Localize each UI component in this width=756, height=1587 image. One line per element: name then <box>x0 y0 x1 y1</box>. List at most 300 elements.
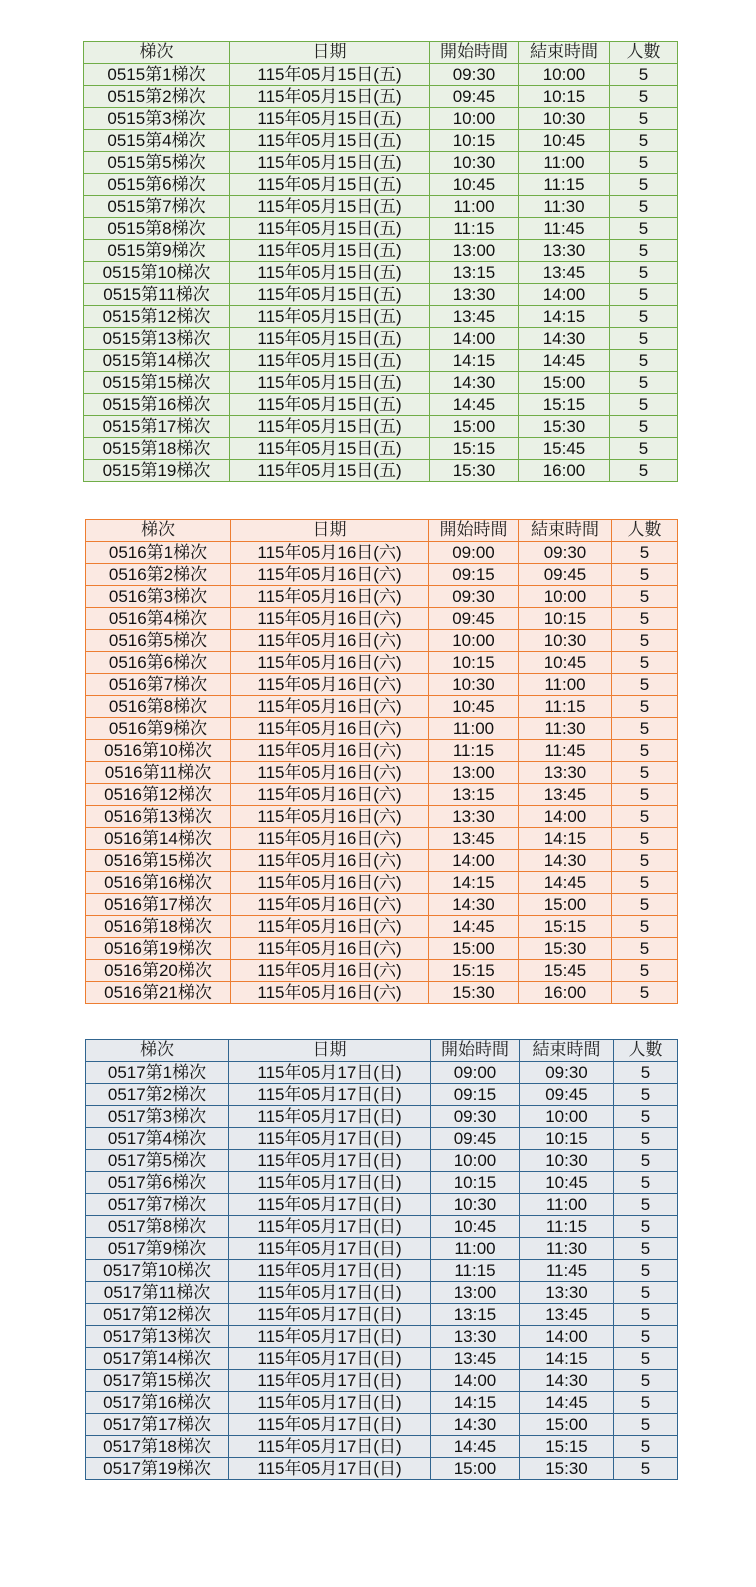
headcount-cell: 5 <box>614 1282 678 1304</box>
table-row <box>86 652 678 674</box>
date-cell: 115年05月17日(日) <box>229 1084 431 1106</box>
end-time-cell: 11:15 <box>519 696 612 718</box>
headcount-cell: 5 <box>610 394 678 416</box>
date-cell: 115年05月17日(日) <box>229 1436 431 1458</box>
date-cell: 115年05月16日(六) <box>231 872 429 894</box>
date-cell: 115年05月17日(日) <box>229 1304 431 1326</box>
header-headcount: 人數 <box>610 42 678 64</box>
table-row <box>86 564 678 586</box>
session-cell: 0515第8梯次 <box>84 218 230 240</box>
date-cell: 115年05月16日(六) <box>231 960 429 982</box>
table-row <box>86 1370 678 1392</box>
start-time-cell: 14:00 <box>431 1370 520 1392</box>
end-time-cell: 11:00 <box>520 1194 614 1216</box>
headcount-cell: 5 <box>612 542 678 564</box>
end-time-cell: 11:45 <box>519 740 612 762</box>
table-row <box>86 1150 678 1172</box>
session-cell: 0516第20梯次 <box>86 960 231 982</box>
date-cell: 115年05月17日(日) <box>229 1172 431 1194</box>
session-cell: 0515第18梯次 <box>84 438 230 460</box>
headcount-cell: 5 <box>614 1414 678 1436</box>
table-row <box>86 982 678 1004</box>
end-time-cell: 13:30 <box>520 1282 614 1304</box>
end-time-cell: 09:45 <box>520 1084 614 1106</box>
table-row <box>84 438 678 460</box>
start-time-cell: 10:15 <box>429 652 519 674</box>
start-time-cell: 13:00 <box>430 240 519 262</box>
table-body <box>86 1062 678 1480</box>
start-time-cell: 09:45 <box>431 1128 520 1150</box>
headcount-cell: 5 <box>610 218 678 240</box>
headcount-cell: 5 <box>612 652 678 674</box>
end-time-cell: 10:15 <box>520 1128 614 1150</box>
date-cell: 115年05月15日(五) <box>230 394 430 416</box>
headcount-cell: 5 <box>610 130 678 152</box>
headcount-cell: 5 <box>612 718 678 740</box>
table-row <box>84 196 678 218</box>
header-row <box>86 1040 678 1062</box>
date-cell: 115年05月16日(六) <box>231 674 429 696</box>
table-row <box>84 130 678 152</box>
headcount-cell: 5 <box>612 696 678 718</box>
end-time-cell: 14:15 <box>520 1348 614 1370</box>
headcount-cell: 5 <box>610 174 678 196</box>
start-time-cell: 15:30 <box>430 460 519 482</box>
date-cell: 115年05月15日(五) <box>230 130 430 152</box>
start-time-cell: 09:15 <box>431 1084 520 1106</box>
date-cell: 115年05月17日(日) <box>229 1150 431 1172</box>
session-cell: 0515第3梯次 <box>84 108 230 130</box>
session-cell: 0516第8梯次 <box>86 696 231 718</box>
date-cell: 115年05月17日(日) <box>229 1106 431 1128</box>
start-time-cell: 11:15 <box>429 740 519 762</box>
header-date: 日期 <box>229 1040 431 1062</box>
date-cell: 115年05月15日(五) <box>230 284 430 306</box>
session-cell: 0517第9梯次 <box>86 1238 229 1260</box>
table-row <box>86 916 678 938</box>
start-time-cell: 09:30 <box>430 64 519 86</box>
session-cell: 0517第14梯次 <box>86 1348 229 1370</box>
table-row <box>86 608 678 630</box>
date-cell: 115年05月15日(五) <box>230 438 430 460</box>
session-cell: 0516第1梯次 <box>86 542 231 564</box>
session-cell: 0515第7梯次 <box>84 196 230 218</box>
end-time-cell: 15:45 <box>519 960 612 982</box>
start-time-cell: 10:00 <box>431 1150 520 1172</box>
headcount-cell: 5 <box>610 262 678 284</box>
session-cell: 0516第19梯次 <box>86 938 231 960</box>
date-cell: 115年05月16日(六) <box>231 718 429 740</box>
session-cell: 0515第17梯次 <box>84 416 230 438</box>
date-cell: 115年05月15日(五) <box>230 240 430 262</box>
start-time-cell: 14:15 <box>429 872 519 894</box>
date-cell: 115年05月15日(五) <box>230 108 430 130</box>
session-cell: 0517第18梯次 <box>86 1436 229 1458</box>
headcount-cell: 5 <box>614 1238 678 1260</box>
session-cell: 0517第2梯次 <box>86 1084 229 1106</box>
table-row <box>86 872 678 894</box>
date-cell: 115年05月16日(六) <box>231 586 429 608</box>
start-time-cell: 13:30 <box>430 284 519 306</box>
headcount-cell: 5 <box>612 872 678 894</box>
table-row <box>84 174 678 196</box>
date-cell: 115年05月15日(五) <box>230 64 430 86</box>
start-time-cell: 13:30 <box>429 806 519 828</box>
end-time-cell: 10:15 <box>519 86 610 108</box>
session-cell: 0516第3梯次 <box>86 586 231 608</box>
date-cell: 115年05月17日(日) <box>229 1260 431 1282</box>
header-start-time: 開始時間 <box>429 520 519 542</box>
headcount-cell: 5 <box>612 564 678 586</box>
date-cell: 115年05月15日(五) <box>230 262 430 284</box>
headcount-cell: 5 <box>614 1348 678 1370</box>
start-time-cell: 14:15 <box>430 350 519 372</box>
start-time-cell: 13:45 <box>429 828 519 850</box>
headcount-cell: 5 <box>610 372 678 394</box>
date-cell: 115年05月15日(五) <box>230 460 430 482</box>
table-row <box>86 960 678 982</box>
header-headcount: 人數 <box>614 1040 678 1062</box>
date-cell: 115年05月17日(日) <box>229 1392 431 1414</box>
table-row <box>86 1392 678 1414</box>
session-cell: 0517第15梯次 <box>86 1370 229 1392</box>
date-cell: 115年05月15日(五) <box>230 306 430 328</box>
session-cell: 0517第17梯次 <box>86 1414 229 1436</box>
date-cell: 115年05月16日(六) <box>231 696 429 718</box>
session-cell: 0515第13梯次 <box>84 328 230 350</box>
session-cell: 0515第9梯次 <box>84 240 230 262</box>
date-cell: 115年05月16日(六) <box>231 608 429 630</box>
session-cell: 0516第5梯次 <box>86 630 231 652</box>
session-cell: 0516第6梯次 <box>86 652 231 674</box>
session-cell: 0517第6梯次 <box>86 1172 229 1194</box>
schedule-table-0515 <box>83 41 678 482</box>
end-time-cell: 14:30 <box>519 328 610 350</box>
session-cell: 0516第17梯次 <box>86 894 231 916</box>
session-cell: 0517第10梯次 <box>86 1260 229 1282</box>
start-time-cell: 11:00 <box>429 718 519 740</box>
headcount-cell: 5 <box>614 1194 678 1216</box>
start-time-cell: 09:45 <box>430 86 519 108</box>
headcount-cell: 5 <box>612 586 678 608</box>
headcount-cell: 5 <box>612 630 678 652</box>
start-time-cell: 09:00 <box>431 1062 520 1084</box>
start-time-cell: 14:45 <box>430 394 519 416</box>
header-session: 梯次 <box>86 1040 229 1062</box>
start-time-cell: 09:15 <box>429 564 519 586</box>
table-row <box>86 1326 678 1348</box>
end-time-cell: 10:00 <box>519 64 610 86</box>
end-time-cell: 13:45 <box>519 262 610 284</box>
session-cell: 0517第5梯次 <box>86 1150 229 1172</box>
session-cell: 0516第15梯次 <box>86 850 231 872</box>
date-cell: 115年05月17日(日) <box>229 1370 431 1392</box>
headcount-cell: 5 <box>614 1370 678 1392</box>
headcount-cell: 5 <box>614 1458 678 1480</box>
headcount-cell: 5 <box>610 240 678 262</box>
session-cell: 0515第15梯次 <box>84 372 230 394</box>
headcount-cell: 5 <box>612 762 678 784</box>
start-time-cell: 14:45 <box>431 1436 520 1458</box>
headcount-cell: 5 <box>610 438 678 460</box>
start-time-cell: 15:00 <box>430 416 519 438</box>
table-row <box>84 372 678 394</box>
header-row <box>86 520 678 542</box>
start-time-cell: 14:15 <box>431 1392 520 1414</box>
table-row <box>84 108 678 130</box>
headcount-cell: 5 <box>610 152 678 174</box>
session-cell: 0516第18梯次 <box>86 916 231 938</box>
end-time-cell: 15:30 <box>519 938 612 960</box>
headcount-cell: 5 <box>612 850 678 872</box>
table-row <box>86 1062 678 1084</box>
start-time-cell: 11:00 <box>430 196 519 218</box>
headcount-cell: 5 <box>612 960 678 982</box>
header-end-time: 結束時間 <box>520 1040 614 1062</box>
headcount-cell: 5 <box>610 460 678 482</box>
date-cell: 115年05月15日(五) <box>230 152 430 174</box>
table-row <box>86 938 678 960</box>
date-cell: 115年05月17日(日) <box>229 1238 431 1260</box>
start-time-cell: 14:00 <box>430 328 519 350</box>
table-row <box>86 1216 678 1238</box>
end-time-cell: 15:15 <box>519 916 612 938</box>
table-row <box>86 1282 678 1304</box>
start-time-cell: 15:00 <box>429 938 519 960</box>
session-cell: 0515第4梯次 <box>84 130 230 152</box>
header-end-time: 結束時間 <box>519 520 612 542</box>
headcount-cell: 5 <box>612 784 678 806</box>
headcount-cell: 5 <box>614 1304 678 1326</box>
end-time-cell: 14:00 <box>520 1326 614 1348</box>
table-row <box>86 1260 678 1282</box>
end-time-cell: 14:00 <box>519 284 610 306</box>
end-time-cell: 10:45 <box>519 130 610 152</box>
date-cell: 115年05月16日(六) <box>231 916 429 938</box>
end-time-cell: 14:00 <box>519 806 612 828</box>
table-row <box>86 674 678 696</box>
session-cell: 0516第13梯次 <box>86 806 231 828</box>
session-cell: 0517第4梯次 <box>86 1128 229 1150</box>
start-time-cell: 13:15 <box>430 262 519 284</box>
start-time-cell: 10:00 <box>430 108 519 130</box>
session-cell: 0517第13梯次 <box>86 1326 229 1348</box>
date-cell: 115年05月17日(日) <box>229 1216 431 1238</box>
session-cell: 0516第12梯次 <box>86 784 231 806</box>
header-start-time: 開始時間 <box>430 42 519 64</box>
headcount-cell: 5 <box>610 86 678 108</box>
header-session: 梯次 <box>86 520 231 542</box>
start-time-cell: 11:15 <box>431 1260 520 1282</box>
table-header <box>86 1040 678 1062</box>
table-row <box>86 542 678 564</box>
table-row <box>86 696 678 718</box>
headcount-cell: 5 <box>614 1062 678 1084</box>
session-cell: 0515第5梯次 <box>84 152 230 174</box>
date-cell: 115年05月15日(五) <box>230 416 430 438</box>
end-time-cell: 14:45 <box>520 1392 614 1414</box>
start-time-cell: 15:15 <box>430 438 519 460</box>
headcount-cell: 5 <box>610 196 678 218</box>
table-row <box>86 894 678 916</box>
date-cell: 115年05月17日(日) <box>229 1128 431 1150</box>
date-cell: 115年05月15日(五) <box>230 328 430 350</box>
start-time-cell: 09:00 <box>429 542 519 564</box>
start-time-cell: 10:30 <box>430 152 519 174</box>
end-time-cell: 14:45 <box>519 872 612 894</box>
end-time-cell: 10:30 <box>519 108 610 130</box>
end-time-cell: 09:30 <box>519 542 612 564</box>
headcount-cell: 5 <box>612 740 678 762</box>
start-time-cell: 14:30 <box>430 372 519 394</box>
date-cell: 115年05月16日(六) <box>231 850 429 872</box>
start-time-cell: 10:15 <box>430 130 519 152</box>
date-cell: 115年05月16日(六) <box>231 762 429 784</box>
start-time-cell: 13:45 <box>430 306 519 328</box>
session-cell: 0515第10梯次 <box>84 262 230 284</box>
table-row <box>86 586 678 608</box>
schedule-table-0517 <box>85 1039 678 1480</box>
table-row <box>84 460 678 482</box>
session-cell: 0517第3梯次 <box>86 1106 229 1128</box>
headcount-cell: 5 <box>614 1326 678 1348</box>
end-time-cell: 10:30 <box>520 1150 614 1172</box>
session-cell: 0515第12梯次 <box>84 306 230 328</box>
end-time-cell: 13:45 <box>519 784 612 806</box>
headcount-cell: 5 <box>614 1216 678 1238</box>
headcount-cell: 5 <box>610 306 678 328</box>
table-row <box>86 762 678 784</box>
header-headcount: 人數 <box>612 520 678 542</box>
table-row <box>84 416 678 438</box>
end-time-cell: 11:45 <box>520 1260 614 1282</box>
table-body <box>84 64 678 482</box>
table-row <box>84 240 678 262</box>
session-cell: 0515第6梯次 <box>84 174 230 196</box>
start-time-cell: 14:45 <box>429 916 519 938</box>
headcount-cell: 5 <box>614 1084 678 1106</box>
start-time-cell: 13:30 <box>431 1326 520 1348</box>
table-row <box>86 828 678 850</box>
table-row <box>84 284 678 306</box>
date-cell: 115年05月17日(日) <box>229 1458 431 1480</box>
session-cell: 0515第14梯次 <box>84 350 230 372</box>
table-row <box>84 328 678 350</box>
header-date: 日期 <box>230 42 430 64</box>
start-time-cell: 10:45 <box>429 696 519 718</box>
headcount-cell: 5 <box>614 1106 678 1128</box>
table-header <box>86 520 678 542</box>
table-row <box>86 850 678 872</box>
date-cell: 115年05月16日(六) <box>231 894 429 916</box>
headcount-cell: 5 <box>614 1436 678 1458</box>
end-time-cell: 10:00 <box>520 1106 614 1128</box>
date-cell: 115年05月15日(五) <box>230 174 430 196</box>
date-cell: 115年05月15日(五) <box>230 372 430 394</box>
start-time-cell: 15:30 <box>429 982 519 1004</box>
end-time-cell: 11:00 <box>519 152 610 174</box>
start-time-cell: 13:00 <box>429 762 519 784</box>
table-row <box>84 218 678 240</box>
end-time-cell: 11:30 <box>520 1238 614 1260</box>
start-time-cell: 09:30 <box>431 1106 520 1128</box>
session-cell: 0516第4梯次 <box>86 608 231 630</box>
table-row <box>84 306 678 328</box>
date-cell: 115年05月16日(六) <box>231 828 429 850</box>
table-row <box>86 1172 678 1194</box>
end-time-cell: 10:30 <box>519 630 612 652</box>
session-cell: 0517第8梯次 <box>86 1216 229 1238</box>
session-cell: 0515第16梯次 <box>84 394 230 416</box>
header-start-time: 開始時間 <box>431 1040 520 1062</box>
schedule-table-0516 <box>85 519 678 1004</box>
headcount-cell: 5 <box>610 108 678 130</box>
session-cell: 0517第19梯次 <box>86 1458 229 1480</box>
date-cell: 115年05月15日(五) <box>230 196 430 218</box>
end-time-cell: 11:30 <box>519 718 612 740</box>
end-time-cell: 14:15 <box>519 828 612 850</box>
headcount-cell: 5 <box>612 608 678 630</box>
headcount-cell: 5 <box>612 938 678 960</box>
date-cell: 115年05月17日(日) <box>229 1348 431 1370</box>
end-time-cell: 15:15 <box>519 394 610 416</box>
session-cell: 0516第2梯次 <box>86 564 231 586</box>
end-time-cell: 11:30 <box>519 196 610 218</box>
table-row <box>86 630 678 652</box>
headcount-cell: 5 <box>612 674 678 696</box>
session-cell: 0515第11梯次 <box>84 284 230 306</box>
date-cell: 115年05月16日(六) <box>231 938 429 960</box>
table-row <box>86 1304 678 1326</box>
start-time-cell: 14:30 <box>431 1414 520 1436</box>
table-row <box>86 1194 678 1216</box>
headcount-cell: 5 <box>610 350 678 372</box>
header-end-time: 結束時間 <box>519 42 610 64</box>
end-time-cell: 10:45 <box>519 652 612 674</box>
table-body <box>86 542 678 1004</box>
end-time-cell: 14:45 <box>519 350 610 372</box>
start-time-cell: 13:45 <box>431 1348 520 1370</box>
table-row <box>84 394 678 416</box>
table-row <box>84 86 678 108</box>
start-time-cell: 10:00 <box>429 630 519 652</box>
session-cell: 0517第12梯次 <box>86 1304 229 1326</box>
table-row <box>84 262 678 284</box>
end-time-cell: 13:30 <box>519 762 612 784</box>
start-time-cell: 10:45 <box>430 174 519 196</box>
session-cell: 0515第19梯次 <box>84 460 230 482</box>
date-cell: 115年05月17日(日) <box>229 1062 431 1084</box>
end-time-cell: 14:30 <box>519 850 612 872</box>
table-row <box>86 1106 678 1128</box>
date-cell: 115年05月16日(六) <box>231 652 429 674</box>
headcount-cell: 5 <box>614 1172 678 1194</box>
start-time-cell: 15:00 <box>431 1458 520 1480</box>
date-cell: 115年05月17日(日) <box>229 1194 431 1216</box>
end-time-cell: 16:00 <box>519 982 612 1004</box>
end-time-cell: 10:15 <box>519 608 612 630</box>
start-time-cell: 13:00 <box>431 1282 520 1304</box>
headcount-cell: 5 <box>612 982 678 1004</box>
session-cell: 0517第1梯次 <box>86 1062 229 1084</box>
date-cell: 115年05月16日(六) <box>231 542 429 564</box>
headcount-cell: 5 <box>612 894 678 916</box>
end-time-cell: 09:45 <box>519 564 612 586</box>
start-time-cell: 09:30 <box>429 586 519 608</box>
session-cell: 0517第11梯次 <box>86 1282 229 1304</box>
start-time-cell: 15:15 <box>429 960 519 982</box>
start-time-cell: 10:30 <box>431 1194 520 1216</box>
